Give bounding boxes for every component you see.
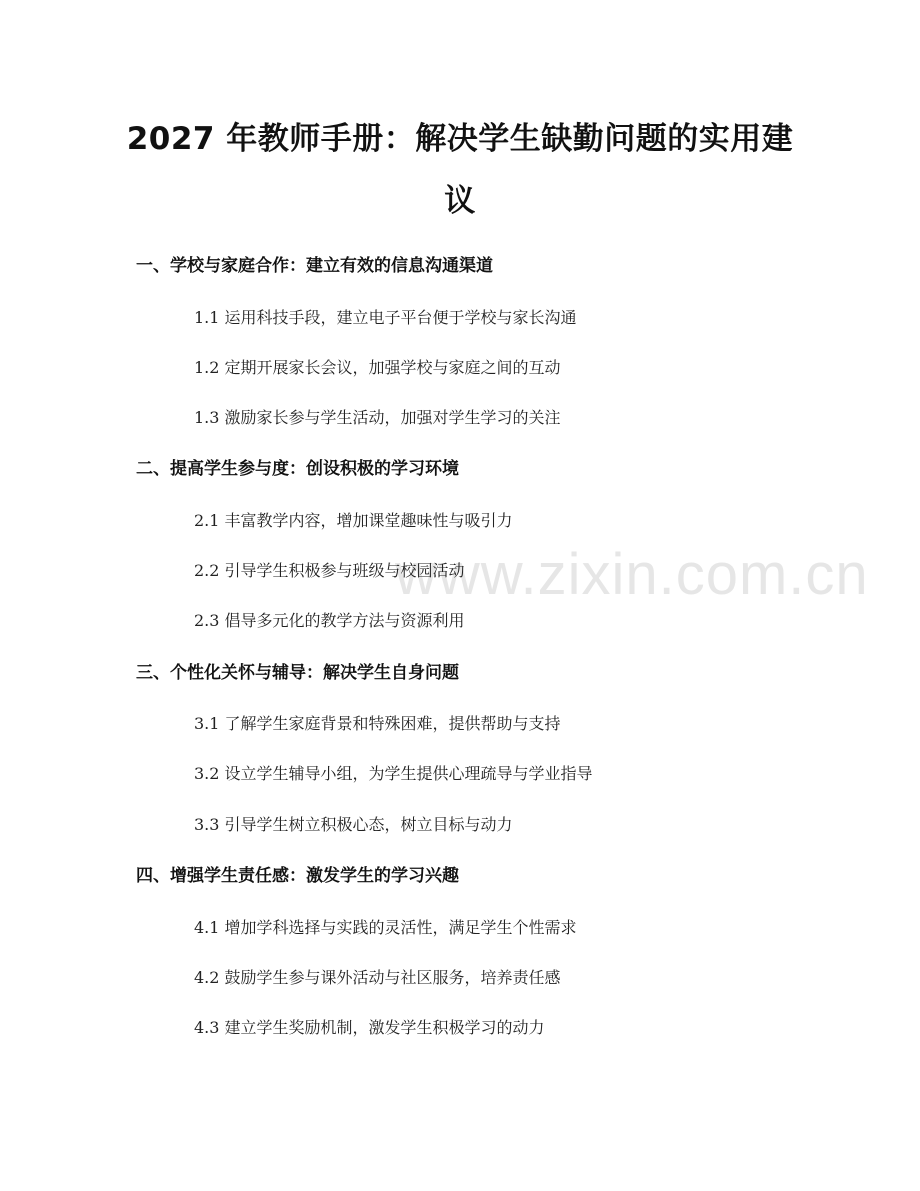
section-4-item-2: 4.2 鼓励学生参与课外活动与社区服务，培养责任感 bbox=[194, 968, 561, 987]
section-heading-2: 二、提高学生参与度：创设积极的学习环境 bbox=[136, 459, 459, 479]
watermark: www.zixin.com.cn bbox=[395, 542, 869, 607]
section-4-item-1: 4.1 增加学科选择与实践的灵活性，满足学生个性需求 bbox=[194, 918, 577, 937]
page-title: 2027 年教师手册：解决学生缺勤问题的实用建议 bbox=[126, 121, 794, 219]
section-4-item-3: 4.3 建立学生奖励机制，激发学生积极学习的动力 bbox=[194, 1018, 545, 1037]
section-1-item-3: 1.3 激励家长参与学生活动，加强对学生学习的关注 bbox=[194, 408, 561, 427]
section-3-item-2: 3.2 设立学生辅导小组，为学生提供心理疏导与学业指导 bbox=[194, 764, 593, 783]
section-3-item-3: 3.3 引导学生树立积极心态，树立目标与动力 bbox=[194, 815, 513, 834]
section-2-item-2: 2.2 引导学生积极参与班级与校园活动 bbox=[194, 561, 465, 580]
section-heading-3: 三、个性化关怀与辅导：解决学生自身问题 bbox=[136, 663, 459, 683]
section-1-item-1: 1.1 运用科技手段，建立电子平台便于学校与家长沟通 bbox=[194, 308, 577, 327]
section-2-item-3: 2.3 倡导多元化的教学方法与资源利用 bbox=[194, 611, 465, 630]
section-1-item-2: 1.2 定期开展家长会议，加强学校与家庭之间的互动 bbox=[194, 358, 561, 377]
section-3-item-1: 3.1 了解学生家庭背景和特殊困难，提供帮助与支持 bbox=[194, 714, 561, 733]
section-heading-4: 四、增强学生责任感：激发学生的学习兴趣 bbox=[136, 866, 459, 886]
section-heading-1: 一、学校与家庭合作：建立有效的信息沟通渠道 bbox=[136, 256, 493, 276]
section-2-item-1: 2.1 丰富教学内容，增加课堂趣味性与吸引力 bbox=[194, 511, 513, 530]
